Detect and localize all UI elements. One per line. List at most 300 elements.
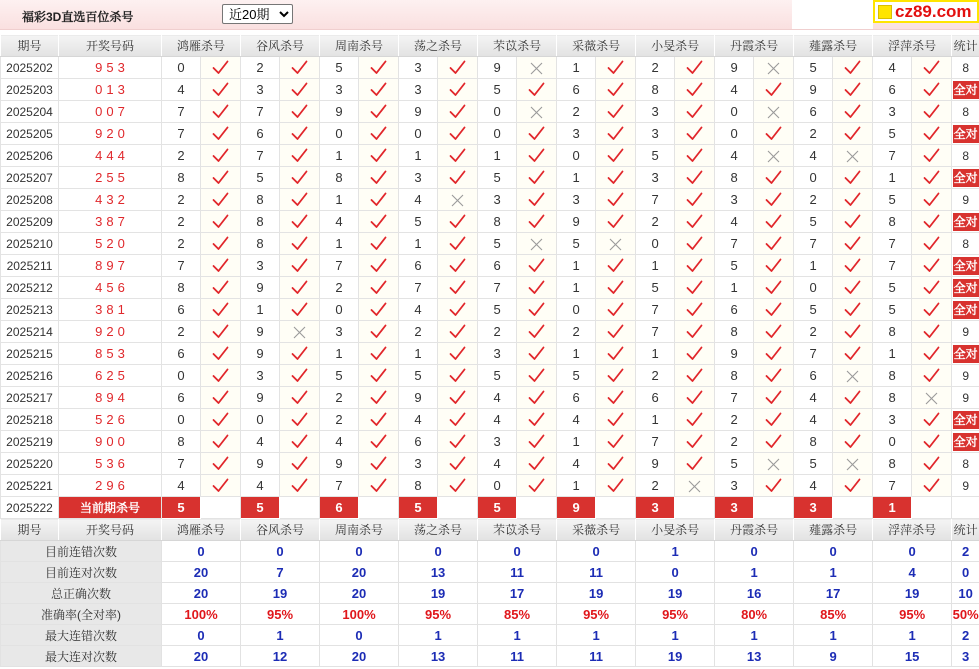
col-header-expert: 丹霞杀号 [715,35,794,57]
kill-number: 6 [241,123,280,145]
logo-text: cz89.com [895,2,972,21]
kill-number: 2 [241,57,280,79]
mark-cell [833,255,873,277]
mark-cell [280,299,320,321]
check-icon [607,478,624,493]
mark-cell [517,299,557,321]
correct-count: 9 [962,390,969,405]
check-icon [607,368,624,383]
mark-cell [359,211,399,233]
kill-number: 4 [794,409,833,431]
kill-number: 4 [715,211,754,233]
mark-cell [912,123,952,145]
summary-value: 0 [320,541,399,562]
kill-number: 5 [873,299,912,321]
kill-number: 8 [636,79,675,101]
check-icon [370,214,387,229]
check-icon [370,60,387,75]
kill-number: 2 [162,233,201,255]
check-icon [291,214,308,229]
check-icon [923,192,940,207]
mark-cell [280,101,320,123]
mark-cell [675,343,715,365]
summary-label: 总正确次数 [1,583,162,604]
check-icon [923,258,940,273]
check-icon [528,214,545,229]
col-header-expert: 浮萍杀号 [873,519,952,541]
check-icon [212,302,229,317]
check-icon [686,236,703,251]
check-icon [923,434,940,449]
mark-cell [833,431,873,453]
mark-cell [675,189,715,211]
kill-number: 1 [873,167,912,189]
check-icon [291,258,308,273]
period-range-select[interactable] [222,4,293,24]
mark-cell [359,321,399,343]
check-icon [686,412,703,427]
mark-cell [912,365,952,387]
summary-value: 80% [715,604,794,625]
check-icon [844,104,861,119]
cross-icon [767,458,780,471]
summary-value: 4 [873,562,952,583]
kill-number: 2 [636,57,675,79]
summary-stat-value: 2 [952,625,979,646]
mark-cell [438,123,478,145]
mark-cell [517,387,557,409]
table-row [1,365,979,387]
kill-number: 0 [320,123,359,145]
check-icon [291,104,308,119]
col-header-expert: 芣苡杀号 [478,35,557,57]
table-row [1,57,979,79]
mark-cell [438,167,478,189]
check-icon [844,192,861,207]
kill-number-table [0,34,979,667]
check-icon [844,126,861,141]
kill-number: 2 [715,431,754,453]
table-row [1,431,979,453]
mark-cell [280,343,320,365]
mark-cell [517,475,557,497]
kill-number: 5 [478,299,517,321]
period-cell: 2025220 [1,453,59,475]
summary-value: 0 [320,625,399,646]
kill-number: 0 [636,233,675,255]
check-icon [607,324,624,339]
summary-value: 17 [794,583,873,604]
kill-number: 2 [715,409,754,431]
kill-number: 2 [162,189,201,211]
mark-cell [359,475,399,497]
mark-cell [833,233,873,255]
summary-value: 0 [241,541,320,562]
stat-cell [952,453,979,475]
mark-cell [596,189,636,211]
mark-cell [280,387,320,409]
period-cell: 2025215 [1,343,59,365]
check-icon [212,456,229,471]
check-icon [449,390,466,405]
period-cell: 2025209 [1,211,59,233]
summary-row [1,646,979,667]
mark-cell [359,387,399,409]
check-icon [291,434,308,449]
mark-cell [912,343,952,365]
check-icon [686,324,703,339]
kill-number: 1 [320,343,359,365]
mark-cell [201,453,241,475]
kill-number: 6 [794,101,833,123]
empty-cell [754,497,794,519]
kill-number: 2 [794,189,833,211]
kill-number: 4 [399,189,438,211]
cross-icon [925,392,938,405]
current-kill-number: 3 [715,497,754,519]
kill-number: 5 [478,167,517,189]
mark-cell [754,101,794,123]
check-icon [449,324,466,339]
empty-cell [201,497,241,519]
mark-cell [438,145,478,167]
summary-value: 11 [478,646,557,667]
kill-number: 7 [399,277,438,299]
check-icon [528,324,545,339]
table-row [1,321,979,343]
kill-number: 7 [162,101,201,123]
kill-number: 4 [794,387,833,409]
kill-number: 8 [320,167,359,189]
kill-number: 4 [794,475,833,497]
table-row [1,167,979,189]
kill-number: 3 [399,167,438,189]
check-icon [291,82,308,97]
check-icon [923,302,940,317]
check-icon [291,368,308,383]
mark-cell [201,431,241,453]
check-icon [370,368,387,383]
mark-cell [596,475,636,497]
kill-number: 0 [715,101,754,123]
cross-icon [609,238,622,251]
mark-cell [754,79,794,101]
mark-cell [596,57,636,79]
yellow-square-icon [878,5,892,19]
mark-cell [833,211,873,233]
kill-number: 2 [478,321,517,343]
check-icon [765,434,782,449]
mark-cell [201,387,241,409]
empty-cell [596,497,636,519]
mark-cell [754,57,794,79]
check-icon [607,170,624,185]
kill-number: 9 [320,453,359,475]
summary-label: 目前连错次数 [1,541,162,562]
col-header-expert: 小旻杀号 [636,35,715,57]
mark-cell [517,101,557,123]
check-icon [686,390,703,405]
summary-value: 19 [636,646,715,667]
period-cell: 2025210 [1,233,59,255]
kill-number: 7 [715,233,754,255]
check-icon [291,236,308,251]
period-cell: 2025202 [1,57,59,79]
check-icon [923,60,940,75]
check-icon [212,104,229,119]
draw-number: 953 [59,57,162,79]
check-icon [923,478,940,493]
table-row [1,211,979,233]
current-kill-label: 当前期杀号 [59,497,162,519]
mark-cell [596,343,636,365]
kill-number: 4 [241,475,280,497]
mark-cell [201,189,241,211]
check-icon [291,412,308,427]
summary-value: 19 [557,583,636,604]
col-header-stat: 统计 [952,519,979,541]
mark-cell [438,189,478,211]
kill-number: 1 [636,409,675,431]
mark-cell [675,255,715,277]
mark-cell [517,79,557,101]
stat-cell [952,123,979,145]
summary-value: 100% [162,604,241,625]
kill-number: 9 [241,343,280,365]
stat-cell [952,475,979,497]
summary-value: 20 [162,583,241,604]
col-header-expert: 周南杀号 [320,519,399,541]
kill-number: 2 [794,321,833,343]
current-kill-number: 3 [636,497,675,519]
kill-number: 9 [715,343,754,365]
all-correct-badge: 全对 [953,126,978,141]
check-icon [291,192,308,207]
kill-number: 0 [715,123,754,145]
check-icon [370,192,387,207]
period-cell: 2025214 [1,321,59,343]
kill-number: 4 [320,211,359,233]
mark-cell [596,145,636,167]
kill-number: 5 [715,453,754,475]
empty-cell [280,497,320,519]
kill-number: 1 [399,343,438,365]
mark-cell [833,299,873,321]
check-icon [765,324,782,339]
mark-cell [675,145,715,167]
mark-cell [201,475,241,497]
kill-number: 1 [320,145,359,167]
check-icon [844,280,861,295]
stat-cell [952,387,979,409]
all-correct-badge: 全对 [953,412,978,427]
mark-cell [517,145,557,167]
stat-cell [952,101,979,123]
mark-cell [596,167,636,189]
kill-number: 4 [399,299,438,321]
mark-cell [754,343,794,365]
mark-cell [833,277,873,299]
check-icon [370,302,387,317]
draw-number: 536 [59,453,162,475]
summary-value: 85% [794,604,873,625]
check-icon [370,82,387,97]
check-icon [291,60,308,75]
mark-cell [833,387,873,409]
check-icon [212,390,229,405]
correct-count: 8 [962,148,969,163]
summary-value: 19 [636,583,715,604]
check-icon [923,214,940,229]
cross-icon [846,458,859,471]
draw-number: 387 [59,211,162,233]
current-kill-number: 5 [478,497,517,519]
kill-number: 3 [241,79,280,101]
summary-stat-value: 10 [952,583,979,604]
kill-number: 8 [873,387,912,409]
check-icon [923,104,940,119]
current-kill-number: 5 [241,497,280,519]
table-row [1,101,979,123]
mark-cell [359,453,399,475]
mark-cell [201,79,241,101]
mark-cell [517,189,557,211]
kill-number: 1 [715,277,754,299]
ad-space [792,0,873,29]
correct-count: 8 [962,236,969,251]
all-correct-badge: 全对 [953,82,978,97]
draw-number: 013 [59,79,162,101]
kill-number: 7 [636,321,675,343]
col-header-expert: 薤露杀号 [794,519,873,541]
site-logo[interactable] [873,0,979,23]
summary-value: 1 [478,625,557,646]
kill-number: 8 [715,167,754,189]
mark-cell [675,123,715,145]
check-icon [686,170,703,185]
col-header-expert: 鸿雁杀号 [162,519,241,541]
check-icon [212,60,229,75]
mark-cell [596,277,636,299]
mark-cell [833,123,873,145]
kill-number: 4 [557,453,596,475]
mark-cell [280,255,320,277]
check-icon [449,60,466,75]
empty-cell [359,497,399,519]
stat-cell [952,57,979,79]
kill-number: 0 [162,57,201,79]
check-icon [765,346,782,361]
kill-number: 1 [557,167,596,189]
summary-value: 1 [636,625,715,646]
check-icon [607,148,624,163]
mark-cell [912,299,952,321]
mark-cell [517,255,557,277]
kill-number: 8 [794,431,833,453]
kill-number: 4 [162,79,201,101]
kill-number: 5 [478,233,517,255]
check-icon [449,456,466,471]
kill-number: 0 [162,365,201,387]
check-icon [607,104,624,119]
kill-number: 3 [715,189,754,211]
summary-value: 1 [715,562,794,583]
summary-stat-value: 50% [952,604,979,625]
mark-cell [517,453,557,475]
mark-cell [596,255,636,277]
kill-number: 1 [557,255,596,277]
draw-number: 920 [59,321,162,343]
kill-number: 7 [794,233,833,255]
check-icon [291,126,308,141]
mark-cell [833,453,873,475]
kill-number: 7 [873,475,912,497]
kill-number: 0 [478,101,517,123]
draw-number: 625 [59,365,162,387]
summary-value: 0 [162,541,241,562]
check-icon [607,192,624,207]
kill-number: 3 [715,475,754,497]
check-icon [607,60,624,75]
mark-cell [359,255,399,277]
kill-number: 9 [241,321,280,343]
kill-number: 5 [873,189,912,211]
kill-number: 4 [873,57,912,79]
kill-number: 7 [162,123,201,145]
check-icon [923,280,940,295]
check-icon [923,346,940,361]
check-icon [686,60,703,75]
kill-number: 1 [399,145,438,167]
check-icon [212,412,229,427]
kill-number: 9 [794,79,833,101]
mark-cell [912,255,952,277]
mark-cell [201,57,241,79]
mark-cell [201,167,241,189]
mark-cell [201,409,241,431]
mark-cell [596,365,636,387]
summary-stat-value: 0 [952,562,979,583]
cross-icon [767,150,780,163]
kill-number: 7 [794,343,833,365]
kill-number: 3 [478,189,517,211]
check-icon [212,368,229,383]
kill-number: 3 [241,365,280,387]
check-icon [686,82,703,97]
kill-number: 7 [636,431,675,453]
kill-number: 7 [873,233,912,255]
check-icon [449,368,466,383]
col-header-stat: 统计 [952,35,979,57]
mark-cell [517,57,557,79]
mark-cell [596,123,636,145]
check-icon [923,324,940,339]
kill-number: 5 [794,453,833,475]
mark-cell [438,101,478,123]
mark-cell [912,409,952,431]
kill-number: 6 [794,365,833,387]
kill-number: 0 [399,123,438,145]
kill-number: 1 [478,145,517,167]
correct-count: 9 [962,478,969,493]
check-icon [528,170,545,185]
kill-number: 8 [162,431,201,453]
kill-number: 0 [794,277,833,299]
mark-cell [438,409,478,431]
cross-icon [530,238,543,251]
table-row [1,233,979,255]
kill-number: 5 [399,211,438,233]
